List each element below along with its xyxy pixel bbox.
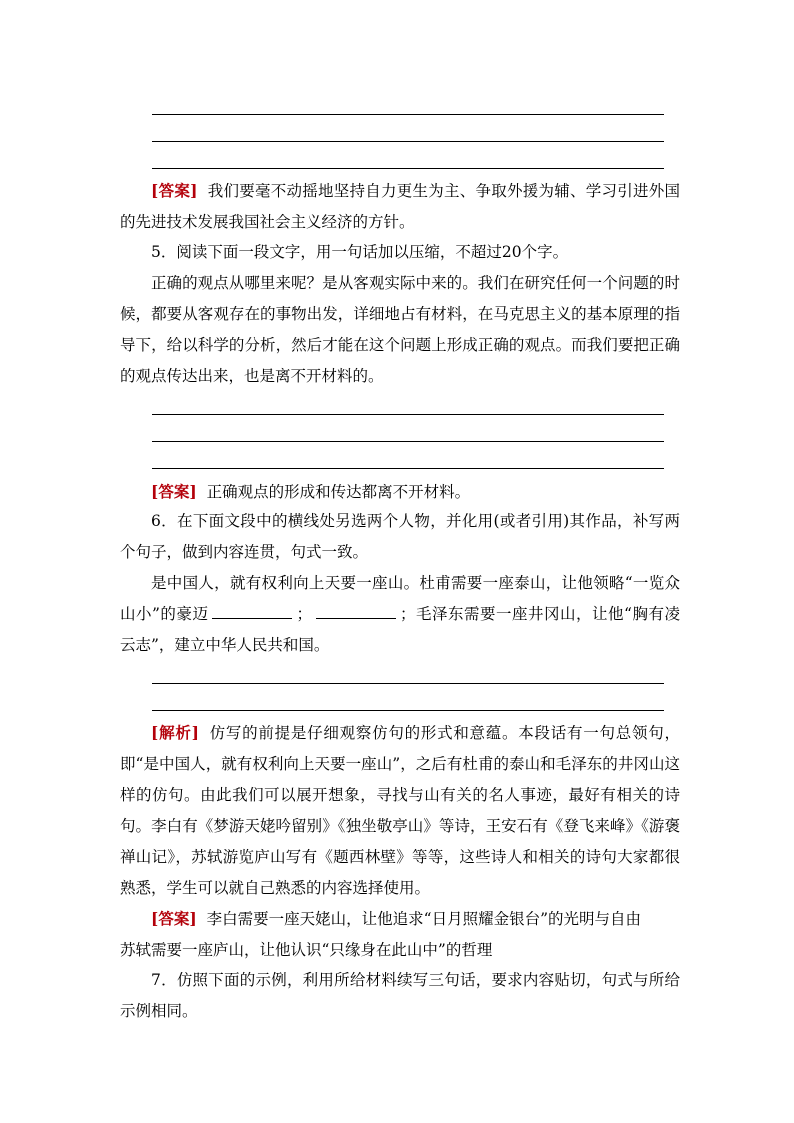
q6-analysis bbox=[120, 717, 680, 904]
q5-answer bbox=[120, 476, 680, 508]
q6-passage bbox=[120, 568, 680, 661]
q6-answer bbox=[120, 903, 680, 966]
answer-tag: [答案] bbox=[151, 909, 197, 928]
answer-line bbox=[152, 468, 664, 469]
fill-blank bbox=[316, 604, 396, 619]
passage-text: 是中国人，就有权利向上天要一座山。杜甫需要一座泰山，让他领略“一览众山小”的豪迈 bbox=[120, 574, 680, 623]
analysis-text: 仿写的前提是仔细观察仿句的形式和意蕴。本段话有一句总领句，即“是中国人，就有权利向上天要一座山”，之后有杜甫的泰山和毛泽东的井冈山这样的仿句。由此我们可以展开想象，寻找与山有关的名人事迹，最好有相关的诗句。李白有《梦游天姥吟留别》《独坐敬亭山》等诗，王安石有《登飞来峰》《游褒禅山记》，苏轼游览庐山写有《题西林壁》等等，这些诗人和相关的诗句大家都很熟悉，学生可以就自己熟悉的内容选择使用。 bbox=[120, 724, 680, 897]
answer-text: 苏轼需要一座庐山，让他认识“只缘身在此山中”的哲理 bbox=[120, 941, 493, 959]
q5-prompt: 5．阅读下面一段文字，用一句话加以压缩，不超过20个字。 bbox=[151, 243, 569, 261]
passage-text: 毛泽东需要一座井冈山，让他“胸有凌云志”，建立中华人民共和国。 bbox=[120, 605, 680, 654]
answer-line bbox=[152, 441, 664, 442]
q7-prompt: 7．仿照下面的示例，利用所给材料续写三句话，要求内容贴切，句式与所给示例相同。 bbox=[120, 971, 680, 1020]
answer-line bbox=[152, 168, 664, 169]
answer-tag: [答案] bbox=[151, 482, 197, 501]
answer-text: 正确观点的形成和传达都离不开材料。 bbox=[206, 483, 471, 501]
answer-line bbox=[152, 114, 664, 115]
answer-line bbox=[152, 710, 664, 711]
answer-text: 我们要毫不动摇地坚持自力更生为主、争取外援为辅、学习引进外国的先进技术发展我国社会主义经济的方针。 bbox=[120, 182, 680, 231]
q6-prompt: 6．在下面文段中的横线处另选两个人物，并化用(或者引用)其作品，补写两个句子，做到内容连贯，句式一致。 bbox=[120, 512, 680, 561]
separator: ； bbox=[399, 605, 416, 623]
analysis-tag: [解析] bbox=[151, 723, 199, 742]
answer-line bbox=[152, 141, 664, 142]
separator: ； bbox=[296, 605, 312, 623]
q5-passage: 正确的观点从哪里来呢？是从客观实际中来的。我们在研究任何一个问题的时候，都要从客观存在的事物出发，详细地占有材料，在马克思主义的基本原理的指导下，给以科学的分析，然后才能在这个问题上形成正确的观点。而我们要把正确的观点传达出来，也是离不开材料的。 bbox=[120, 274, 680, 385]
answer-text: 李白需要一座天姥山，让他追求“日月照耀金银台”的光明与自由 bbox=[206, 910, 642, 928]
answer-line bbox=[152, 414, 664, 415]
answer-line bbox=[152, 683, 664, 684]
q4-answer bbox=[120, 175, 680, 238]
fill-blank bbox=[212, 604, 292, 619]
answer-tag: [答案] bbox=[151, 181, 198, 200]
